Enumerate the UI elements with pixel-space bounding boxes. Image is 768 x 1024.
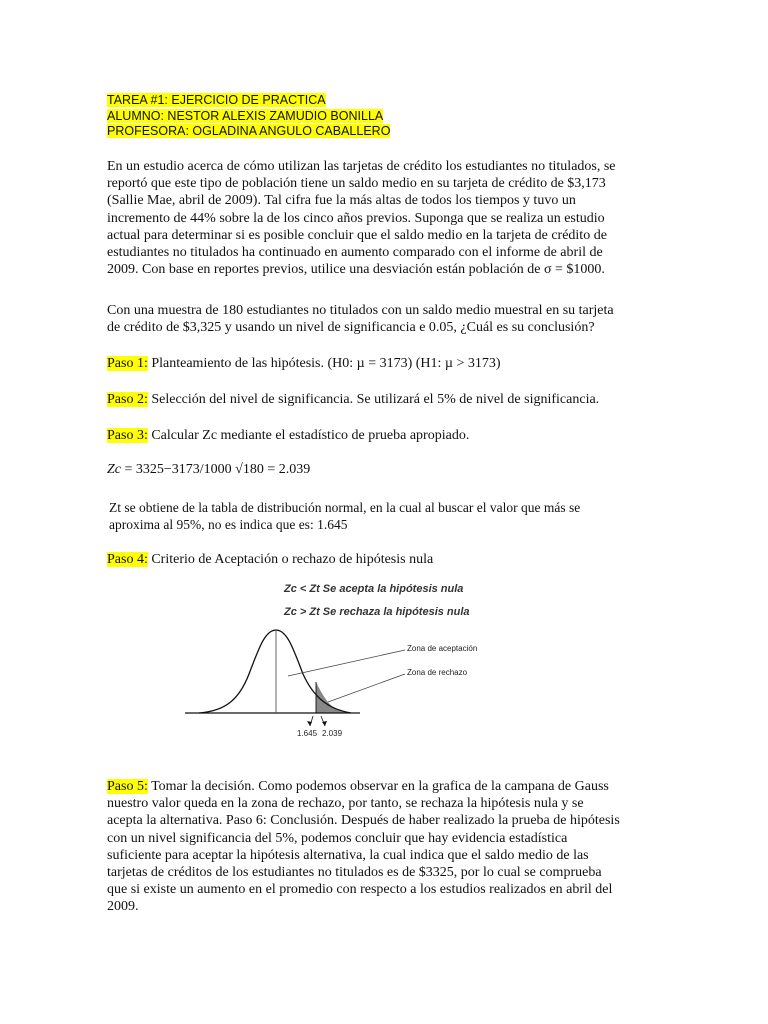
tick-arrowhead-2: [322, 721, 327, 726]
zone-accept-label: Zona de aceptación: [407, 644, 478, 653]
step-2: [107, 391, 599, 408]
intro-line: actual para determinar si es posible concluir que el saldo medio en la tarjeta de crédito de: [107, 227, 607, 243]
normal-distribution-figure: [185, 578, 495, 743]
formula: [107, 462, 310, 478]
step-5-label: Paso 5:: [107, 779, 148, 794]
formula-expression: = 3325−3173/1000 √180 = 2.039: [121, 462, 311, 477]
step-1: [107, 355, 501, 372]
step-5-line: 2009.: [107, 899, 139, 915]
step-2-text: Selección del nivel de significancia. Se utilizará el 5% de nivel de significancia.: [147, 392, 600, 407]
step-3-text: Calcular Zc mediante el estadístico de prueba apropiado.: [147, 428, 470, 443]
question-line: Con una muestra de 180 estudiantes no titulados con un saldo medio muestral en su tarjeta: [107, 303, 614, 318]
intro-line: En un estudio acerca de cómo utilizan las tarjetas de crédito los estudiantes no titulados, se: [107, 159, 616, 174]
rule-reject: Zc > Zt Se rechaza la hipótesis nula: [284, 606, 470, 618]
step-1-label: Paso 1:: [107, 356, 148, 371]
reject-pointer: [328, 674, 405, 702]
accept-pointer: [288, 650, 405, 676]
zt-line: Zt se obtiene de la tabla de distribución normal, en la cual al buscar el valor que más se: [109, 500, 581, 515]
step-4: [107, 551, 433, 568]
step-2-label: Paso 2:: [107, 392, 148, 407]
tick-label-2039: 2.039: [322, 729, 343, 738]
step-5-line: acepta la alternativa. Paso 6: Conclusión. Después de haber realizado la prueba de hipótesis: [107, 813, 620, 829]
step-5-line: nuestro valor queda en la zona de rechazo, por tanto, se rechaza la hipótesis nula y se: [107, 796, 584, 812]
step-3: [107, 427, 469, 444]
header-student: ALUMNO: NESTOR ALEXIS ZAMUDIO BONILLA: [107, 108, 384, 123]
intro-line: 2009. Con base en reportes previos, utilice una desviación están población de σ = $1000.: [107, 262, 605, 278]
zone-reject-label: Zona de rechazo: [407, 668, 468, 677]
step-1-text: Planteamiento de las hipótesis. (H0: µ = 3173) (H1: µ > 3173): [147, 356, 501, 371]
step-5: [107, 778, 620, 795]
step-3-label: Paso 3:: [107, 428, 148, 443]
header-title: TAREA #1: EJERCICIO DE PRACTICA: [107, 93, 326, 107]
rule-accept: Zc < Zt Se acepta la hipótesis nula: [284, 583, 464, 595]
bell-curve: [199, 630, 351, 713]
header-teacher: PROFESORA: OGLADINA ANGULO CABALLERO: [107, 124, 391, 138]
step-4-label: Paso 4:: [107, 552, 148, 567]
intro-line: reportó que este tipo de población tiene un saldo medio en su tarjeta de crédito de $3,173: [107, 176, 606, 192]
step-5-line: suficiente para aceptar la hipótesis alternativa, la cual indica que el saldo medio de las: [107, 847, 589, 863]
step-5-text: Tomar la decisión. Como podemos observar en la grafica de la campana de Gauss: [147, 779, 609, 794]
intro-line: (Sallie Mae, abril de 2009). Tal cifra fue la más altas de todos los tiempos y tuvo un: [107, 193, 576, 209]
step-5-paragraph: [107, 778, 620, 916]
zt-paragraph: [107, 499, 580, 533]
question-paragraph: [107, 302, 614, 336]
step-5-line: que si existe un aumento en el promedio con respecto a los estudios realizados en abril del: [107, 882, 613, 898]
zt-line: aproxima al 95%, no es indica que es: 1.645: [109, 517, 348, 532]
step-5-line: tarjetas de créditos de los estudiantes no titulados es de $3325, por lo cual se comprueba: [107, 865, 602, 881]
tick-label-1645: 1.645: [297, 729, 318, 738]
intro-line: incremento de 44% sobre la de los cinco años previos. Suponga que se realiza un estudio: [107, 210, 605, 226]
formula-variable: Zc: [107, 462, 121, 477]
intro-line: estudiantes no titulados ha continuado en aumento comparado con el informe de abril de: [107, 245, 603, 261]
header-block: [107, 93, 390, 140]
intro-paragraph: [107, 158, 616, 278]
step-4-text: Criterio de Aceptación o rechazo de hipótesis nula: [147, 552, 434, 567]
step-5-line: con un nivel significancia del 5%, podemos concluir que hay evidencia estadística: [107, 830, 568, 846]
bell-curve-graphic: [185, 578, 495, 743]
question-line: de crédito de $3,325 y usando un nivel de significancia e 0.05, ¿Cuál es su conclusión?: [107, 320, 595, 336]
